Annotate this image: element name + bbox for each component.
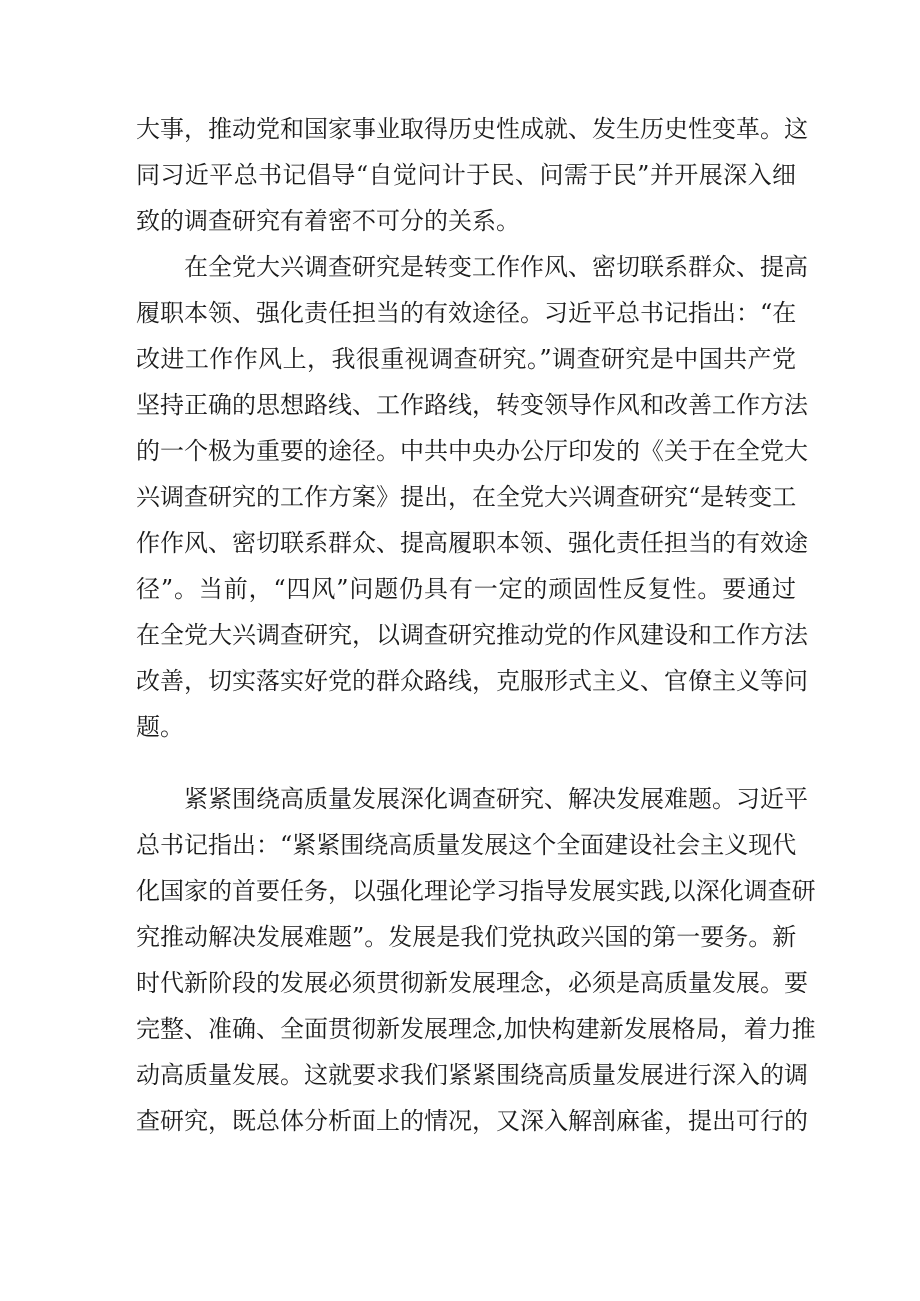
text-line: 总书记指出：“紧紧围绕高质量发展这个全面建设社会主义现代 [136, 831, 797, 859]
text-line: 动高质量发展。这就要求我们紧紧围绕高质量发展进行深入的调 [136, 1061, 808, 1089]
text-line: 大事，推动党和国家事业取得历史性成就、发生历史性变革。这 [136, 115, 808, 143]
text-line: 化国家的首要任务，以强化理论学习指导发展实践,以深化调查研 [136, 877, 816, 905]
text-line: 紧紧围绕高质量发展深化调查研究、解决发展难题。习近平 [184, 785, 808, 813]
text-line: 在全党大兴调查研究是转变工作作风、密切联系群众、提高 [184, 253, 808, 281]
text-line: 的一个极为重要的途径。中共中央办公厅印发的《关于在全党大 [136, 437, 808, 465]
text-line: 改进工作作风上，我很重视调查研究。”调查研究是中国共产党 [136, 345, 796, 373]
text-line: 致的调查研究有着密不可分的关系。 [136, 207, 520, 235]
text-line: 题。 [136, 713, 184, 741]
text-line: 坚持正确的思想路线、工作路线，转变领导作风和改善工作方法 [136, 391, 808, 419]
text-line: 同习近平总书记倡导“自觉问计于民、问需于民”并开展深入细 [136, 161, 796, 189]
text-line: 究推动解决发展难题”。发展是我们党执政兴国的第一要务。新 [136, 923, 797, 951]
text-line: 在全党大兴调查研究，以调查研究推动党的作风建设和工作方法 [136, 621, 808, 649]
text-line: 时代新阶段的发展必须贯彻新发展理念，必须是高质量发展。要 [136, 969, 808, 997]
text-line: 径”。当前，“四风”问题仍具有一定的顽固性反复性。要通过 [136, 575, 796, 603]
text-line: 改善，切实落实好党的群众路线，克服形式主义、官僚主义等问 [136, 667, 808, 695]
text-line: 作作风、密切联系群众、提高履职本领、强化责任担当的有效途 [136, 529, 808, 557]
text-line: 完整、准确、全面贯彻新发展理念,加快构建新发展格局，着力推 [136, 1015, 816, 1043]
text-line: 查研究，既总体分析面上的情况，又深入解剖麻雀，提出可行的 [136, 1107, 808, 1135]
text-line: 兴调查研究的工作方案》提出，在全党大兴调查研究“是转变工 [136, 483, 797, 511]
text-line: 履职本领、强化责任担当的有效途径。习近平总书记指出：“在 [136, 299, 797, 327]
